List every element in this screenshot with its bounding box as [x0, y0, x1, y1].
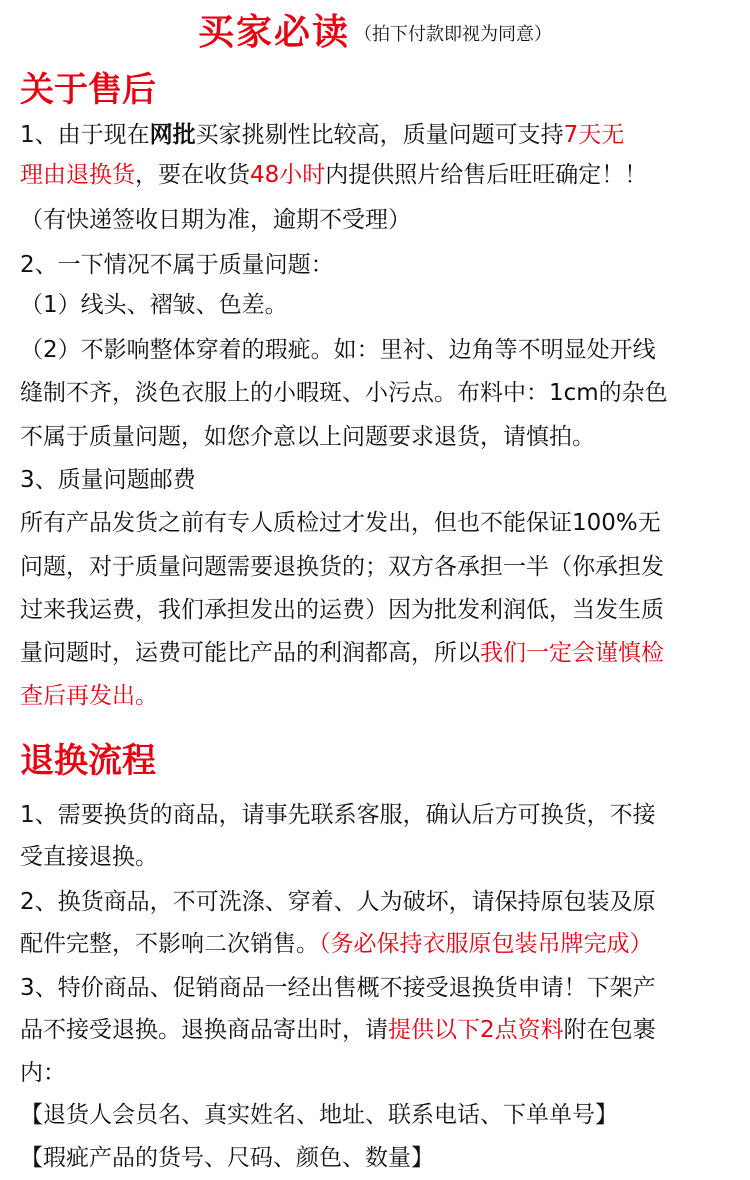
returns-line-7: 内： [20, 1060, 66, 1086]
section-heading-returns: 退换流程 [20, 741, 156, 781]
aftersale-line-11: 问题，对于质量问题需要退换货的；双方各承担一半（你承担发 [20, 554, 664, 580]
returns-line-3: 2、换货商品，不可洗涤、穿着、人为破坏，请保持原包装及原 [20, 889, 656, 915]
aftersale-line-7: 缝制不齐，淡色衣服上的小暇斑、小污点。布料中：1cm的杂色 [20, 380, 668, 406]
highlight-text: 48小时 [250, 162, 326, 188]
text: 附在包裹 [563, 1017, 656, 1043]
returns-line-8: 【退货人会员名、真实姓名、地址、联系电话、下单单号】 [20, 1102, 618, 1128]
aftersale-line-1 [20, 120, 735, 150]
title-note: （拍下付款即视为同意） [354, 24, 552, 45]
text: 配件完整，不影响二次销售。 [20, 931, 319, 957]
highlight-text: 理由退换货 [20, 162, 135, 188]
aftersale-line-9: 3、质量问题邮费 [20, 467, 196, 493]
returns-line-1: 1、需要换货的商品，请事先联系客服，确认后方可换货，不接 [20, 802, 656, 828]
returns-line-9: 【瑕疵产品的货号、尺码、颜色、数量】 [20, 1145, 434, 1171]
text: 量问题时，运费可能比产品的利润都高，所以 [20, 640, 480, 666]
highlight-text: 7天无 [563, 122, 625, 148]
returns-line-5: 3、特价商品、促销商品一经出售概不接受退换货申请！下架产 [20, 975, 656, 1001]
highlight-text: （务必保持衣服原包装吊牌完成） [319, 931, 653, 957]
aftersale-line-3: （有快递签收日期为准，逾期不受理） [20, 207, 411, 233]
aftersale-line-10: 所有产品发货之前有专人质检过才发出，但也不能保证100%无 [20, 510, 661, 536]
text: ，要在收货 [135, 162, 250, 188]
page-title: 买家必读 [197, 12, 350, 53]
aftersale-line-6: （2）不影响整体穿着的瑕疵。如：里衬、边角等不明显处开线 [20, 337, 656, 363]
returns-line-4 [20, 929, 735, 959]
title-row [0, 4, 750, 55]
highlight-text: 提供以下2点资料 [388, 1017, 564, 1043]
aftersale-line-8: 不属于质量问题，如您介意以上问题要求退货，请慎拍。 [20, 424, 595, 450]
bold-text: 网批 [149, 122, 196, 148]
text: 买家挑剔性比较高，质量问题可支持 [195, 122, 564, 148]
text: 品不接受退换。退换商品寄出时，请 [20, 1017, 388, 1043]
returns-line-2: 受直接退换。 [20, 844, 158, 870]
returns-line-6 [20, 1015, 735, 1045]
aftersale-line-4: 2、一下情况不属于质量问题： [20, 252, 334, 278]
section-heading-aftersale: 关于售后 [20, 70, 156, 110]
highlight-text: 我们一定会谨慎检 [480, 640, 664, 666]
aftersale-line-14: 查后再发出。 [20, 683, 158, 709]
aftersale-line-12: 过来我运费，我们承担发出的运费）因为批发利润低，当发生质 [20, 597, 664, 623]
text: 1、由于现在 [20, 122, 150, 148]
aftersale-line-13 [20, 638, 735, 668]
aftersale-line-2 [20, 160, 735, 190]
aftersale-line-5: （1）线头、褶皱、色差。 [20, 292, 288, 318]
text: 内提供照片给售后旺旺确定！！ [325, 162, 648, 188]
